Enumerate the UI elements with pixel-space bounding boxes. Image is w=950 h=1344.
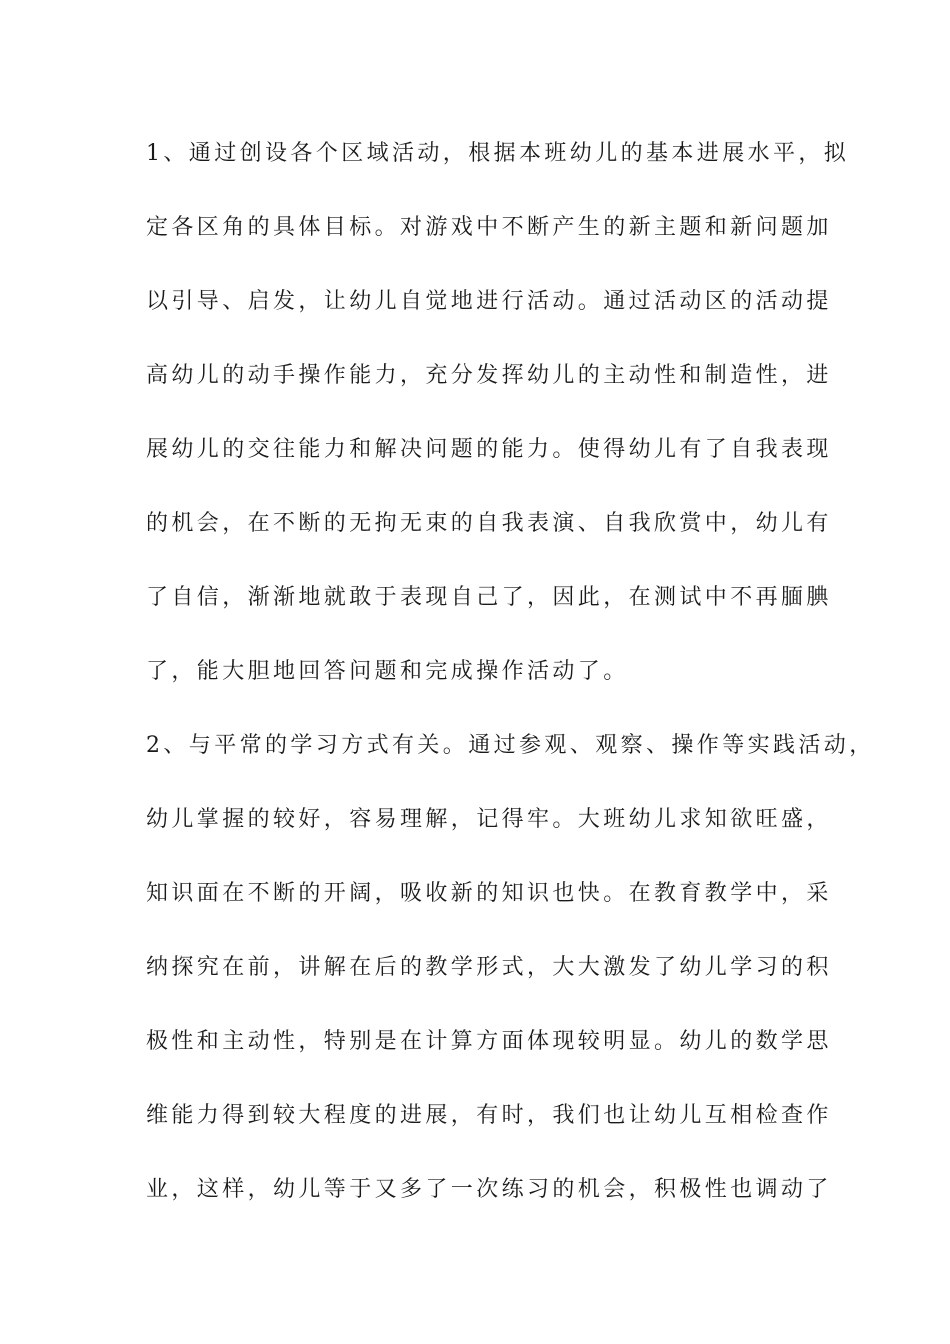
text-line: 了，能大胆地回答问题和完成操作活动了。 (146, 659, 629, 684)
text-line: 1、通过创设各个区域活动，根据本班幼儿的基本进展水平，拟 (146, 141, 850, 166)
text-line: 幼儿掌握的较好，容易理解，记得牢。大班幼儿求知欲旺盛， (146, 807, 832, 832)
text-line: 业，这样，幼儿等于又多了一次练习的机会，积极性也调动了 (146, 1177, 832, 1202)
text-line: 以引导、启发，让幼儿自觉地进行活动。通过活动区的活动提 (146, 289, 832, 314)
text-line: 展幼儿的交往能力和解决问题的能力。使得幼儿有了自我表现 (146, 437, 832, 462)
text-line: 纳探究在前，讲解在后的教学形式，大大激发了幼儿学习的积 (146, 955, 832, 980)
text-line: 2、与平常的学习方式有关。通过参观、观察、操作等实践活动， (146, 733, 875, 758)
text-line: 高幼儿的动手操作能力，充分发挥幼儿的主动性和制造性，进 (146, 363, 832, 388)
text-line: 知识面在不断的开阔，吸收新的知识也快。在教育教学中，采 (146, 881, 832, 906)
text-line: 的机会，在不断的无拘无束的自我表演、自我欣赏中，幼儿有 (146, 511, 832, 536)
text-line: 维能力得到较大程度的进展，有时，我们也让幼儿互相检查作 (146, 1103, 832, 1128)
text-line: 极性和主动性，特别是在计算方面体现较明显。幼儿的数学思 (146, 1029, 832, 1054)
text-line: 定各区角的具体目标。对游戏中不断产生的新主题和新问题加 (146, 215, 832, 240)
text-line: 了自信，渐渐地就敢于表现自己了，因此，在测试中不再腼腆 (146, 585, 832, 610)
